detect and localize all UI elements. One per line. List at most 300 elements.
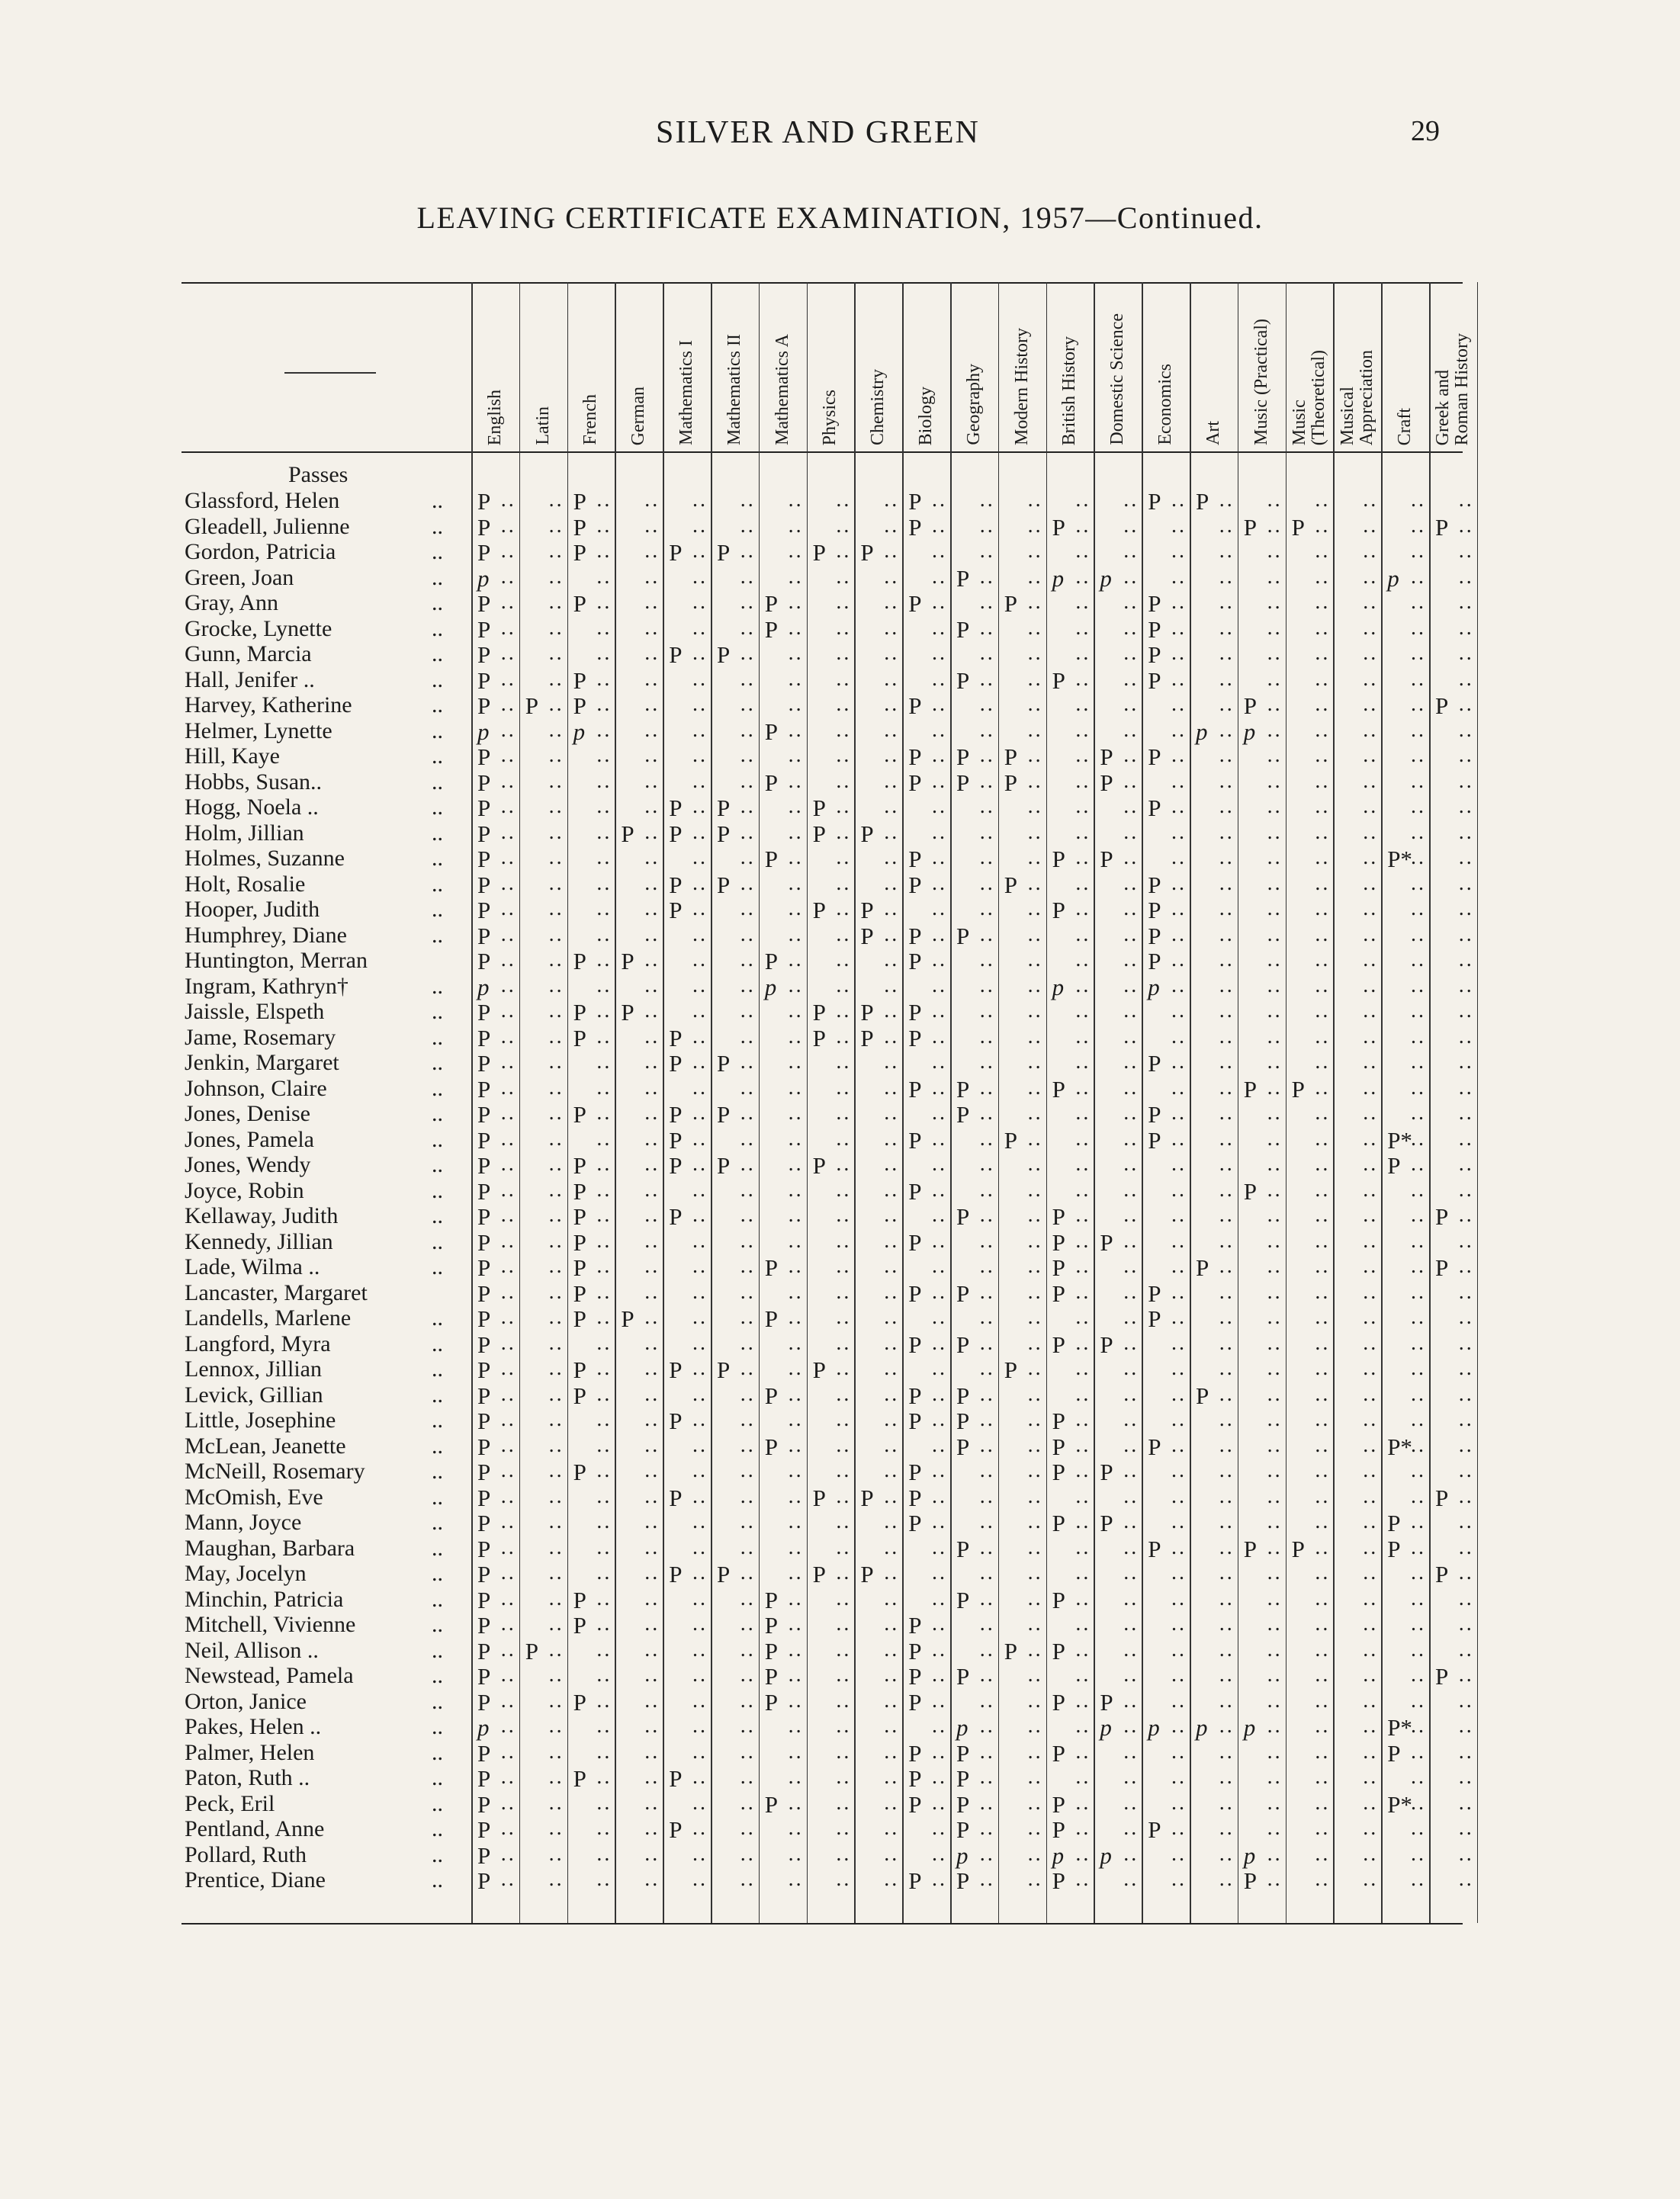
cell-leader-dots: .. [1027, 1535, 1043, 1559]
cell-leader-dots: .. [1027, 1663, 1043, 1687]
cell-leader-dots: .. [836, 1203, 852, 1227]
cell-leader-dots: .. [1075, 488, 1091, 512]
grade-mark: P [477, 1765, 491, 1792]
grade-cell [854, 692, 902, 717]
student-name: Paton, Ruth .. [185, 1765, 310, 1790]
grade-mark: p [1052, 1841, 1065, 1869]
grade-cell [1094, 1408, 1142, 1433]
grade-mark: P [1052, 1739, 1065, 1767]
grade-cell [519, 1663, 567, 1688]
grade-cell [1286, 1382, 1334, 1408]
grade-cell [519, 1178, 567, 1203]
cell-leader-dots: .. [931, 1510, 947, 1533]
grade-cell [471, 1101, 519, 1126]
cell-leader-dots: .. [1315, 1561, 1331, 1584]
grade-cell [1046, 1305, 1094, 1331]
grade-cell [519, 1510, 567, 1535]
cell-leader-dots: .. [1363, 1790, 1379, 1815]
grade-cell [1238, 1254, 1286, 1279]
grade-cell [471, 948, 519, 973]
grade-mark: p [764, 973, 777, 1000]
grade-cell [902, 1510, 950, 1535]
grade-cell [759, 1050, 807, 1075]
grade-cell [759, 1356, 807, 1382]
cell-leader-dots: .. [596, 1637, 612, 1661]
cell-leader-dots: .. [596, 1841, 612, 1866]
grade-mark: P [477, 1152, 491, 1179]
grade-cell [567, 1714, 615, 1739]
subject-header-label: Geography [963, 364, 984, 445]
grade-cell [1286, 1663, 1334, 1688]
grade-mark: P [573, 1177, 586, 1205]
grade-mark: P [477, 1459, 491, 1485]
cell-leader-dots: .. [931, 973, 947, 997]
cell-leader-dots: .. [644, 1101, 660, 1125]
grade-mark: P [956, 1433, 970, 1460]
cell-leader-dots: .. [1410, 922, 1426, 946]
cell-leader-dots: .. [500, 1331, 516, 1355]
grade-cell [1142, 1229, 1190, 1254]
cell-leader-dots: .. [500, 948, 516, 971]
grade-mark: P [573, 590, 586, 617]
grade-cell [902, 1331, 950, 1356]
grade-cell [519, 1280, 567, 1305]
cell-leader-dots: .. [1458, 1203, 1474, 1227]
cell-leader-dots: .. [596, 564, 612, 589]
cell-leader-dots: .. [931, 717, 947, 742]
grade-mark: P [1052, 1688, 1065, 1716]
grade-cell [1238, 1305, 1286, 1331]
cell-leader-dots: .. [692, 641, 708, 665]
grade-cell [1094, 1356, 1142, 1382]
cell-leader-dots: .. [1027, 1867, 1043, 1891]
grade-mark: P [908, 948, 922, 974]
grade-cell [950, 1356, 998, 1382]
subject-header-label: Musical Appreciation [1337, 349, 1376, 445]
student-name: Gray, Ann [185, 590, 279, 615]
cell-leader-dots: .. [931, 1408, 947, 1431]
leader-dots: .. [432, 1714, 443, 1739]
cell-leader-dots: .. [1171, 641, 1187, 665]
cell-leader-dots: .. [1027, 795, 1043, 818]
grade-cell [1094, 1433, 1142, 1459]
grade-cell [854, 948, 902, 973]
cell-leader-dots: .. [884, 1561, 900, 1584]
cell-leader-dots: .. [836, 999, 852, 1022]
cell-leader-dots: .. [1027, 539, 1043, 563]
cell-leader-dots: .. [1027, 1024, 1043, 1048]
cell-leader-dots: .. [1123, 692, 1139, 716]
grade-cell [950, 1587, 998, 1612]
grade-cell [1286, 999, 1334, 1024]
cell-leader-dots: .. [1315, 1024, 1331, 1048]
cell-leader-dots: .. [500, 1688, 516, 1713]
grade-mark: p [1052, 973, 1065, 1000]
cell-leader-dots: .. [1075, 1867, 1091, 1891]
grade-cell [950, 999, 998, 1024]
cell-leader-dots: .. [1171, 590, 1187, 614]
cell-leader-dots: .. [1458, 820, 1474, 844]
cell-leader-dots: .. [884, 1177, 900, 1202]
cell-leader-dots: .. [548, 1152, 564, 1176]
cell-leader-dots: .. [1027, 692, 1043, 716]
cell-leader-dots: .. [1075, 1688, 1091, 1713]
grade-cell [854, 1229, 902, 1254]
grade-cell [998, 872, 1046, 897]
cell-leader-dots: .. [931, 999, 947, 1022]
cell-leader-dots: .. [1219, 666, 1235, 691]
grade-mark: P [812, 1356, 826, 1383]
grade-cell [663, 1740, 711, 1765]
student-name: Landells, Marlene [185, 1305, 352, 1331]
grade-mark: P [1004, 1637, 1018, 1664]
cell-leader-dots: .. [548, 1126, 564, 1151]
grade-cell [1142, 1485, 1190, 1510]
grade-cell [519, 1561, 567, 1586]
cell-leader-dots: .. [884, 1433, 900, 1457]
cell-leader-dots: .. [692, 1254, 708, 1278]
grade-cell [950, 1612, 998, 1637]
cell-leader-dots: .. [644, 1356, 660, 1380]
grade-cell [1333, 667, 1381, 692]
grade-cell [615, 1536, 663, 1561]
cell-leader-dots: .. [836, 1484, 852, 1508]
cell-leader-dots: .. [1315, 1305, 1331, 1329]
grade-mark: P [1052, 1203, 1065, 1230]
grade-cell [759, 1765, 807, 1790]
grade-mark: P [1052, 1510, 1065, 1536]
grade-cell [519, 1867, 567, 1892]
cell-leader-dots: .. [644, 1561, 660, 1584]
grade-cell [1046, 1536, 1094, 1561]
grade-cell [950, 1178, 998, 1203]
subject-header [1046, 287, 1094, 445]
cell-leader-dots: .. [788, 1050, 804, 1074]
cell-leader-dots: .. [931, 1459, 947, 1482]
cell-leader-dots: .. [979, 1331, 995, 1355]
cell-leader-dots: .. [1410, 1841, 1426, 1866]
cell-leader-dots: .. [692, 999, 708, 1022]
cell-leader-dots: .. [836, 717, 852, 742]
cell-leader-dots: .. [1171, 973, 1187, 997]
cell-leader-dots: .. [1075, 1816, 1091, 1840]
grade-cell [1333, 1331, 1381, 1356]
student-name: Kellaway, Judith [185, 1203, 339, 1228]
leader-dots: .. [432, 769, 443, 795]
grade-cell [1094, 514, 1142, 539]
leader-dots: .. [432, 922, 443, 948]
cell-leader-dots: .. [1267, 1867, 1283, 1891]
cell-leader-dots: .. [1458, 1459, 1474, 1482]
grade-cell [759, 565, 807, 590]
grade-cell [1046, 1587, 1094, 1612]
grade-cell [1238, 1867, 1286, 1892]
cell-leader-dots: .. [1315, 641, 1331, 665]
cell-leader-dots: .. [1410, 973, 1426, 997]
cell-leader-dots: .. [836, 1841, 852, 1866]
subject-header [854, 287, 902, 445]
cell-leader-dots: .. [1027, 743, 1043, 767]
cell-leader-dots: .. [1171, 539, 1187, 563]
grade-mark: P [669, 1561, 683, 1587]
grade-cell [663, 1229, 711, 1254]
grade-cell [1046, 897, 1094, 922]
grade-cell [1381, 1561, 1429, 1586]
cell-leader-dots: .. [931, 1535, 947, 1559]
cell-leader-dots: .. [1027, 666, 1043, 691]
grade-mark: P [477, 615, 491, 643]
grade-cell [998, 1765, 1046, 1790]
grade-cell [1046, 1382, 1094, 1408]
cell-leader-dots: .. [500, 1816, 516, 1840]
grade-cell [1238, 1510, 1286, 1535]
grade-cell [1046, 1050, 1094, 1075]
grade-cell [1046, 1331, 1094, 1356]
grade-cell [1046, 1663, 1094, 1688]
grade-cell [471, 1689, 519, 1714]
grade-cell [1238, 565, 1286, 590]
grade-cell [1238, 718, 1286, 743]
grade-cell [615, 488, 663, 513]
grade-cell [1429, 590, 1477, 615]
grade-mark: P [1291, 513, 1305, 541]
grade-cell [1429, 1076, 1477, 1101]
grade-cell [1381, 1791, 1429, 1816]
table-row [181, 1561, 1474, 1587]
grade-cell [1238, 1740, 1286, 1765]
student-name: Maughan, Barbara [185, 1535, 355, 1561]
cell-leader-dots: .. [1027, 1126, 1043, 1151]
cell-leader-dots: .. [1075, 973, 1091, 997]
grade-cell [663, 718, 711, 743]
cell-leader-dots: .. [1410, 1663, 1426, 1687]
cell-leader-dots: .. [1219, 820, 1235, 844]
grade-mark: P [1004, 743, 1018, 770]
cell-leader-dots: .. [1123, 1382, 1139, 1406]
cell-leader-dots: .. [1123, 1024, 1139, 1048]
table-row [181, 769, 1474, 796]
grade-mark: P [477, 1535, 491, 1562]
cell-leader-dots: .. [548, 897, 564, 920]
grade-cell [807, 1101, 855, 1126]
cell-leader-dots: .. [979, 999, 995, 1022]
cell-leader-dots: .. [836, 1586, 852, 1610]
grade-cell [998, 1638, 1046, 1663]
grade-cell [471, 1254, 519, 1279]
cell-leader-dots: .. [1219, 871, 1235, 895]
cell-leader-dots: .. [548, 1765, 564, 1789]
cell-leader-dots: .. [500, 973, 516, 997]
table-row [181, 717, 1474, 745]
cell-leader-dots: .. [1363, 973, 1379, 997]
cell-leader-dots: .. [596, 1867, 612, 1891]
grade-cell [1094, 846, 1142, 871]
grade-cell [902, 1280, 950, 1305]
cell-leader-dots: .. [788, 1203, 804, 1227]
grade-cell [1142, 1203, 1190, 1228]
cell-leader-dots: .. [740, 590, 756, 614]
grade-mark: p [477, 973, 490, 1000]
grade-cell [807, 1178, 855, 1203]
cell-leader-dots: .. [1410, 1535, 1426, 1559]
subject-header [1190, 287, 1238, 445]
cell-leader-dots: .. [692, 1024, 708, 1048]
grade-cell [1286, 1714, 1334, 1739]
grade-cell [711, 1791, 759, 1816]
cell-leader-dots: .. [596, 513, 612, 538]
grade-cell [854, 999, 902, 1024]
cell-leader-dots: .. [1219, 1126, 1235, 1151]
grade-cell [902, 1791, 950, 1816]
cell-leader-dots: .. [1267, 948, 1283, 971]
cell-leader-dots: .. [1123, 564, 1139, 589]
grade-cell [998, 1612, 1046, 1637]
grade-cell [471, 1714, 519, 1739]
cell-leader-dots: .. [1219, 1177, 1235, 1202]
grade-cell [1190, 1510, 1238, 1535]
cell-leader-dots: .. [644, 1075, 660, 1100]
grade-cell [854, 1101, 902, 1126]
grade-cell [1142, 488, 1190, 513]
cell-leader-dots: .. [1315, 1331, 1331, 1355]
cell-leader-dots: .. [1267, 615, 1283, 640]
cell-leader-dots: .. [884, 1152, 900, 1176]
grade-mark: P [1196, 1254, 1209, 1281]
cell-leader-dots: .. [1171, 1688, 1187, 1713]
grade-mark: P [764, 615, 779, 643]
cell-leader-dots: .. [931, 1050, 947, 1074]
grade-cell [1238, 1203, 1286, 1228]
grade-cell [1190, 872, 1238, 897]
cell-leader-dots: .. [931, 1228, 947, 1253]
cell-leader-dots: .. [931, 1279, 947, 1304]
grade-cell [807, 1536, 855, 1561]
grade-cell [1381, 641, 1429, 666]
grade-cell [663, 948, 711, 973]
cell-leader-dots: .. [1027, 564, 1043, 589]
grade-cell [854, 667, 902, 692]
subject-header [902, 287, 950, 445]
grade-cell [1094, 872, 1142, 897]
grade-mark: P [956, 743, 970, 770]
cell-leader-dots: .. [740, 1408, 756, 1431]
student-name: Orton, Janice [185, 1688, 307, 1714]
grade-mark: P [764, 1663, 779, 1690]
cell-leader-dots: .. [644, 795, 660, 818]
grade-mark: P [717, 1152, 731, 1179]
grade-cell [854, 1127, 902, 1152]
cell-leader-dots: .. [1171, 1024, 1187, 1048]
grade-cell [1046, 974, 1094, 999]
cell-leader-dots: .. [1458, 897, 1474, 920]
grade-mark: P [1148, 1433, 1161, 1460]
grade-cell [711, 616, 759, 641]
cell-leader-dots: .. [931, 1790, 947, 1815]
cell-leader-dots: .. [788, 1459, 804, 1482]
cell-leader-dots: .. [1315, 1765, 1331, 1789]
subject-header-label: Mathematics I [676, 340, 697, 445]
grade-cell [1286, 718, 1334, 743]
cell-leader-dots: .. [931, 948, 947, 971]
leader-dots: .. [432, 1816, 443, 1841]
cell-leader-dots: .. [884, 1305, 900, 1329]
grade-cell [615, 1791, 663, 1816]
cell-leader-dots: .. [836, 1688, 852, 1713]
grade-mark: P [1435, 692, 1449, 719]
grade-cell [1381, 1254, 1429, 1279]
cell-leader-dots: .. [1027, 1177, 1043, 1202]
cell-leader-dots: .. [1027, 897, 1043, 920]
cell-leader-dots: .. [644, 564, 660, 589]
subject-header [1142, 287, 1190, 445]
cell-leader-dots: .. [1315, 922, 1331, 946]
grade-cell [1190, 1459, 1238, 1484]
cell-leader-dots: .. [548, 1254, 564, 1278]
cell-leader-dots: .. [692, 513, 708, 538]
cell-leader-dots: .. [596, 641, 612, 665]
cell-leader-dots: .. [692, 1305, 708, 1329]
grade-cell [950, 923, 998, 948]
grade-cell [998, 1740, 1046, 1765]
cell-leader-dots: .. [979, 1152, 995, 1176]
page-heading [0, 200, 1680, 236]
grade-cell [615, 769, 663, 795]
grade-cell [1429, 1305, 1477, 1331]
table-row [181, 1101, 1474, 1128]
grade-mark: P [1100, 1228, 1113, 1256]
cell-leader-dots: .. [500, 1382, 516, 1406]
grade-mark: P [573, 1024, 586, 1051]
cell-leader-dots: .. [692, 1459, 708, 1482]
cell-leader-dots: .. [596, 897, 612, 920]
grade-mark: P [764, 1790, 779, 1818]
grade-cell [1142, 820, 1190, 846]
cell-leader-dots: .. [1458, 973, 1474, 997]
cell-leader-dots: .. [1027, 1408, 1043, 1431]
grade-cell [1333, 1178, 1381, 1203]
cell-leader-dots: .. [1267, 1535, 1283, 1559]
grade-cell [663, 1203, 711, 1228]
grade-cell [854, 872, 902, 897]
cell-leader-dots: .. [1219, 1714, 1235, 1738]
leader-dots: .. [432, 590, 443, 615]
grade-cell [998, 488, 1046, 513]
grade-cell [902, 1356, 950, 1382]
cell-leader-dots: .. [596, 1535, 612, 1559]
grade-mark: P [573, 1101, 586, 1128]
grade-cell [567, 565, 615, 590]
grade-cell [1333, 641, 1381, 666]
grade-cell [471, 1485, 519, 1510]
cell-leader-dots: .. [1267, 513, 1283, 538]
grade-mark: P [1052, 1433, 1065, 1460]
grade-mark: P [764, 1688, 779, 1716]
grade-mark: P [1148, 666, 1161, 694]
grade-cell [1238, 692, 1286, 717]
grade-cell [998, 565, 1046, 590]
grade-cell [615, 539, 663, 564]
grade-mark: P [908, 743, 922, 770]
grade-cell [615, 1254, 663, 1279]
grade-mark: P [1243, 1075, 1258, 1103]
cell-leader-dots: .. [1363, 1331, 1379, 1355]
grade-cell [567, 1816, 615, 1841]
cell-leader-dots: .. [1027, 1331, 1043, 1355]
grade-mark: P [1291, 1535, 1305, 1562]
grade-cell [950, 1331, 998, 1356]
leader-dots: .. [432, 1688, 443, 1714]
cell-leader-dots: .. [1458, 1356, 1474, 1380]
